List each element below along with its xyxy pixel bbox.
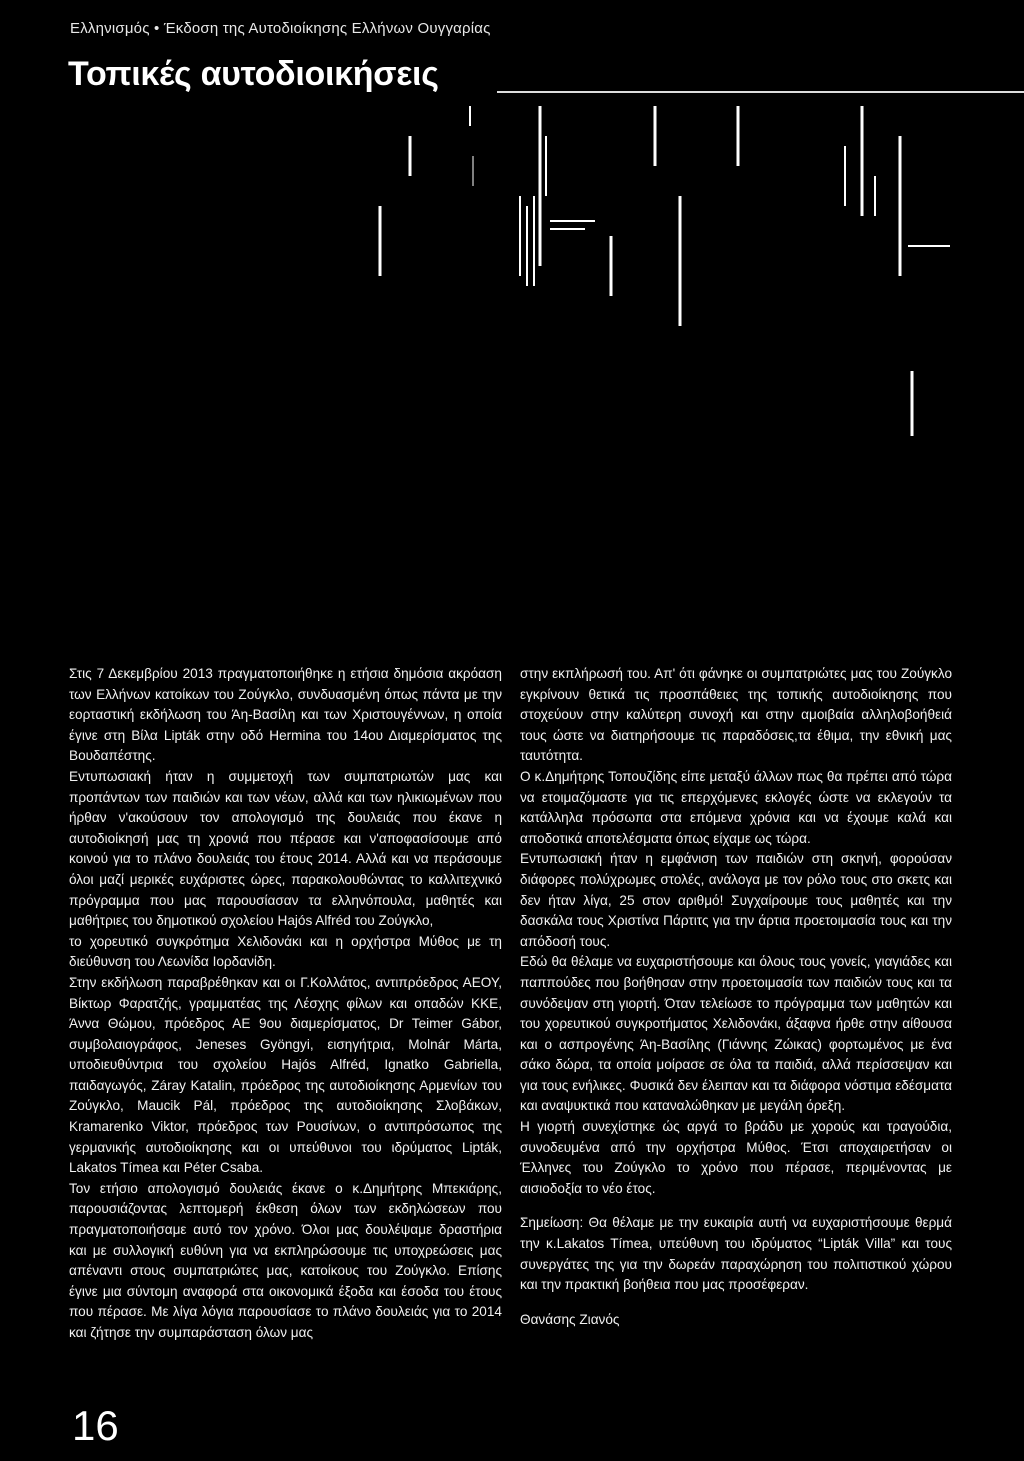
paragraph: το χορευτικό συγκρότημα Χελιδονάκι και η ορχήστρα Μύθος με τη διεύθυνση του Λεωνίδα Ιορδανίδη. [69, 933, 502, 970]
paragraph: Εντυπωσιακή ήταν η εμφάνιση των παιδιών στη σκηνή, φορούσαν διάφορες πολύχρωμες στολές, ανάλογα με τον ρόλο τους στο σκετς και δεν ήταν λίγα, 25 στον αριθμό! Συγχαίρουμε τους μαθητές και την δασκάλα τους Χριστίνα Πάρτιτς για την άρτια προετοιμασία τους και την απόδοσή τους. [520, 851, 952, 949]
paragraph: Ο κ.Δημήτρης Τοπουζίδης είπε μεταξύ άλλων πως θα πρέπει από τώρα να ετοιμαζόμαστε για τις επερχόμενες εκλογές ώστε να εκλεγούν τα κατάλληλα πρόσωπα στα επόμενα χρόνια και να έχουμε καλά και αποδοτικά αποτελέσματα όπως είχαμε ως τώρα. [520, 768, 952, 846]
article-photo [0, 96, 1024, 646]
article-right-column [520, 664, 952, 1330]
publication-header: Ελληνισμός • Έκδοση της Αυτοδιοίκησης Ελλήνων Ουγγαρίας [70, 20, 491, 37]
spacer [520, 1296, 952, 1310]
paragraph: Εδώ θα θέλαμε να ευχαριστήσουμε και όλους τους γονείς, γιαγιάδες και παππούδες που βοήθησαν στην προετοιμασία των παιδιών τους και τα συνόδεψαν στη γιορτή. Όταν τελείωσε το πρόγραμμα των μαθητών και του χορευτικού συγκροτήματος Χελιδονάκι, άξαφνα ήρθε στην αίθουσα και ο ασπρογένης Άη-Βασίλης (Γιάννης Ζώικας) φορτωμένος με ένα σάκο δώρα, τα οποία μοίρασε σε όλα τα παιδιά, αλλά περίσσεψαν και για τους ενήλικες. Φυσικά δεν έλειπαν και τα διάφορα νόστιμα εδέσματα και αναψυκτικά που καταναλώθηκαν με μεγάλη όρεξη. [520, 954, 952, 1114]
paragraph: Εντυπωσιακή ήταν η συμμετοχή των συμπατριωτών μας και προπάντων των παιδιών και των νέων, αλλά και των ηλικιωμένων που ήρθαν ν'ακούσουν τον απολογισμό της δουλειάς που έκανε η αυτοδιοίκησή μας τη χρονιά που πέρασε και ν'αποφασίσουμε από κοινού για το πλάνο δουλειάς του έτους 2014. Αλλά και να περάσουμε όλοι μαζί μερικές ευχάριστες ώρες, παρακολουθώντας το καλλιτεχνικό πρόγραμμα που μας παρουσίασαν τα ελληνόπουλα, μαθητές και μαθήτριες του δημοτικού σχολείου Hajós Alfréd του Ζούγκλο, [69, 768, 502, 929]
spacer [520, 1199, 952, 1213]
page-title: Τοπικές αυτοδιοικήσεις [68, 55, 439, 93]
article-left-column [69, 664, 502, 1344]
paragraph: στην εκπλήρωσή του. Απ' ότι φάνηκε οι συμπατριώτες μας του Ζούγκλο εγκρίνουν θετικά τις προσπάθειες της τοπικής αυτοδιοίκησης που στοχεύουν στην καλύτερη συνοχή και στην αμοιβαία αλληλοβοήθειά τους ώστε να διατηρήσουμε τις παραδόσεις,τα έθιμα, την εθνική μας ταυτότητα. [520, 666, 952, 764]
title-rule [497, 91, 1024, 93]
paragraph: Στις 7 Δεκεμβρίου 2013 πραγματοποιήθηκε η ετήσια δημόσια ακρόαση των Ελλήνων κατοίκων του Ζούγκλο, συνδυασμένη όπως πάντα με την εορταστική εκδήλωση του Άη-Βασίλη και των Χριστουγέννων, η οποία έγινε στη Βίλα Lipták στην οδό Hermina του 14ου Διαμερίσματος της Βουδαπέστης. [69, 666, 502, 764]
note-paragraph: Σημείωση: Θα θέλαμε με την ευκαιρία αυτή να ευχαριστήσουμε θερμά την κ.Lakatos Tímea, υπεύθυνη του ιδρύματος “Lipták Villa” και τους συνεργάτες της για την δωρεάν παραχώρηση του πολιτιστικού χώρου και την πρακτική βοήθεια που μας προσέφεραν. [520, 1215, 952, 1293]
paragraph: Τον ετήσιο απολογισμό δουλειάς έκανε ο κ.Δημήτρης Μπεκιάρης, παρουσιάζοντας λεπτομερή έκθεση όλων των εκδηλώσεων που πραγματοποιήσαμε αυτό τον χρόνο. Όλοι μας δουλέψαμε δραστήρια και με συλλογική ευθύνη για να εκπληρώσουμε τις υποχρεώσεις μας απέναντι στους συμπατριώτες μας, κατοίκους του Ζούγκλο. Επίσης έγινε μια σύντομη αναφορά στα οικονομικά έξοδα και έσοδα του έτους που πέρασε. Με λίγα λόγια παρουσίασε το πλάνο δουλειάς για το 2014 και ζήτησε την συμπαράσταση όλων μας [69, 1180, 502, 1340]
paragraph: Στην εκδήλωση παραβρέθηκαν και οι Γ.Κολλάτος, αντιπρόεδρος ΑΕΟΥ, Βίκτωρ Φαρατζής, γραμματέας της Λέσχης φίλων και οπαδών ΚΚΕ, Άννα Θώμου, πρόεδρος ΑΕ 9ου διαμερίσματος, Dr Teimer Gábor, συμβολαιογράφος, Jeneses Gyöngyi, εισηγήτρια, Molnár Márta, υποδιευθύντρια του σχολείου Hajós Alfréd, Ignatko Gabriella, παιδαγωγός, Záray Katalin, πρόεδρος της αυτοδιοίκησης Αρμενίων του Ζούγκλο, Maucik Pál, πρόεδρος της αυτοδιοίκησης Σλοβάκων, Kramarenko Viktor, πρόεδρος των Ρουσίνων, ο αντιπρόσωπος της γερμανικής αυτοδιοίκησης και οι υπεύθυνοι του ιδρύματος Lipták, Lakatos Tímea και Péter Csaba. [69, 974, 502, 1176]
paragraph: Η γιορτή συνεχίστηκε ώς αργά το βράδυ με χορούς και τραγούδια, συνοδευμένα από την ορχήστρα Μύθος. Έτσι αποχαιρετήσαν οι Έλληνες του Ζούγκλο το χρόνο που πέρασε, περιμένοντας με αισιοδοξία το νέο έτος. [520, 1119, 952, 1196]
author-signature: Θανάσης Ζιανός [520, 1311, 620, 1327]
page-number: 16 [72, 1402, 119, 1449]
